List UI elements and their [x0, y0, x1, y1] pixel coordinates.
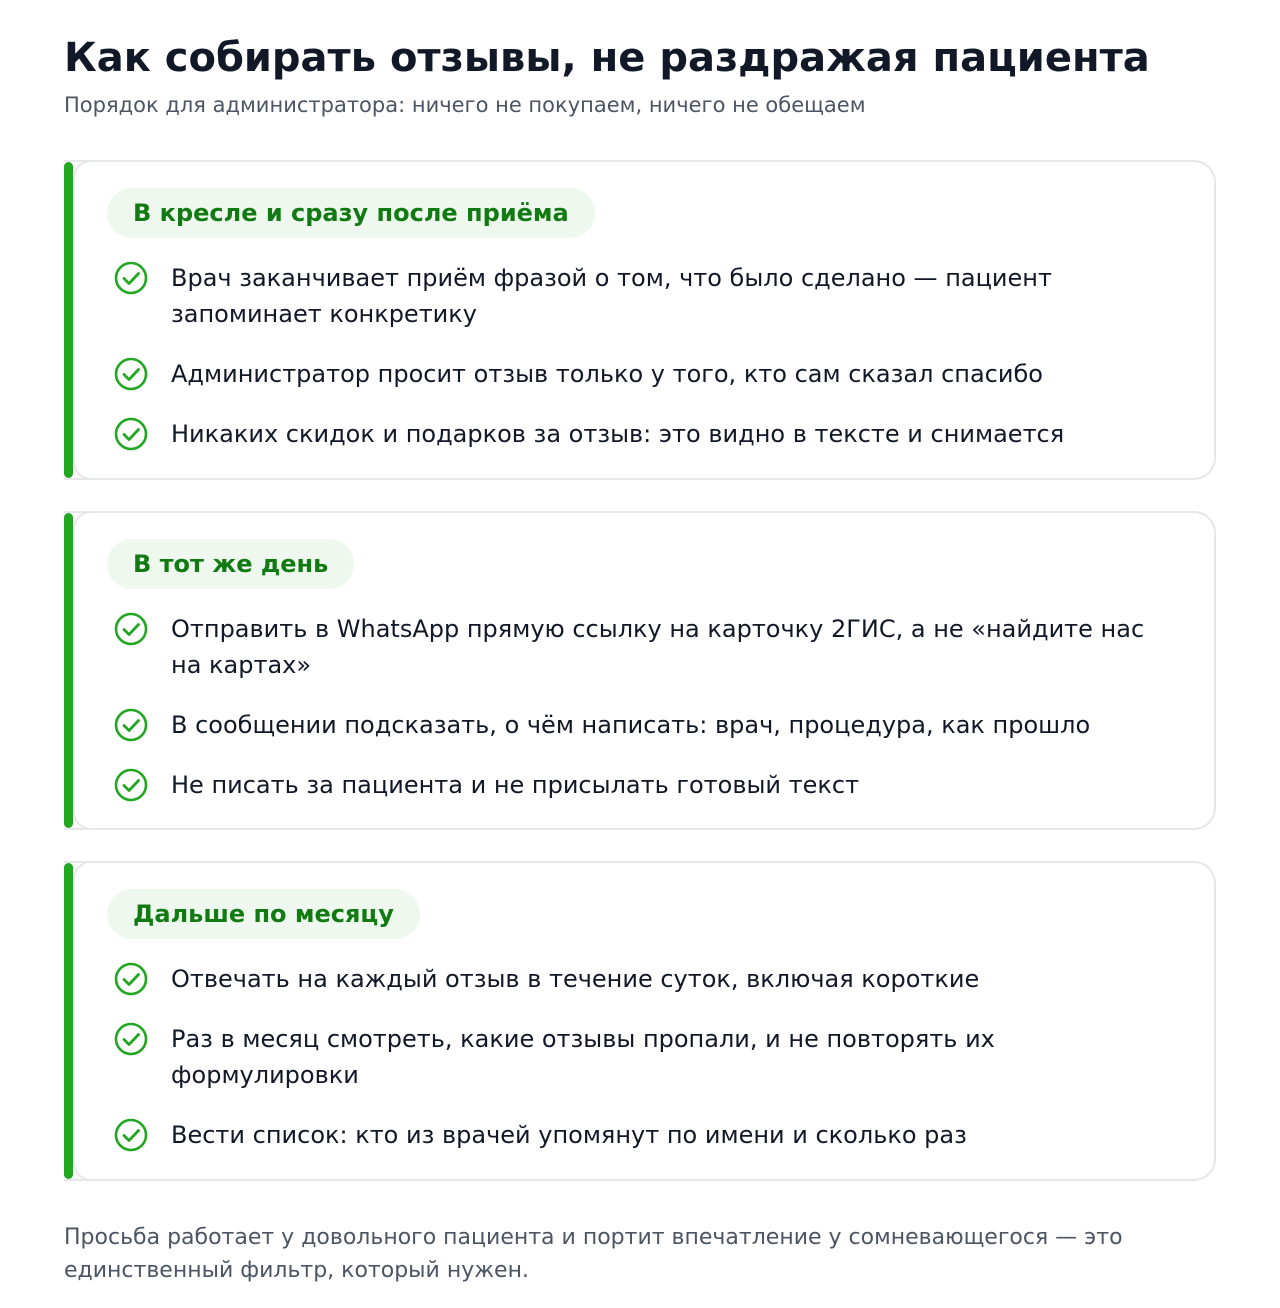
- check-circle-icon: [114, 612, 148, 646]
- checklist: [114, 961, 1174, 1177]
- check-circle-icon: [114, 417, 148, 451]
- check-circle-icon: [114, 1022, 148, 1056]
- checklist-item: [114, 961, 1174, 997]
- checklist-item-text: Никаких скидок и подарков за отзыв: это видно в тексте и снимается: [171, 420, 1065, 448]
- page-title: Как собирать отзывы, не раздражая пациента: [64, 35, 1150, 81]
- checklist-item-text: Раз в месяц смотреть, какие отзывы пропали, и не повторять их формулировки: [171, 1025, 995, 1089]
- page-subtitle: Порядок для администратора: ничего не покупаем, ничего не обещаем: [64, 93, 866, 117]
- section-accent-bar: [64, 863, 73, 1179]
- checklist-item-text: Отправить в WhatsApp прямую ссылку на карточку 2ГИС, а не «найдите нас на картах»: [171, 615, 1145, 679]
- checklist-item-text: Вести список: кто из врачей упомянут по имени и сколько раз: [171, 1121, 967, 1149]
- checklist: [114, 260, 1174, 476]
- footer-note: Просьба работает у довольного пациента и портит впечатление у сомневающегося — это единственный фильтр, который нужен.: [64, 1225, 1123, 1283]
- card-border: [73, 861, 93, 1181]
- checklist: [114, 611, 1174, 827]
- section-card-same-day: [64, 511, 1216, 830]
- checklist-item: [114, 767, 1174, 803]
- check-circle-icon: [114, 1118, 148, 1152]
- checklist-item-text: Не писать за пациента и не присылать готовый текст: [171, 771, 860, 799]
- card-border: [73, 511, 93, 830]
- checklist-item-text: Отвечать на каждый отзыв в течение суток, включая короткие: [171, 965, 980, 993]
- checklist-item: [114, 1021, 1174, 1093]
- check-circle-icon: [114, 261, 148, 295]
- check-circle-icon: [114, 768, 148, 802]
- section-accent-bar: [64, 162, 73, 478]
- checklist-item: [114, 1117, 1174, 1153]
- section-card-monthly: [64, 861, 1216, 1181]
- section-heading: В тот же день: [107, 539, 354, 589]
- check-circle-icon: [114, 357, 148, 391]
- section-heading: В кресле и сразу после приёма: [107, 188, 595, 238]
- section-accent-bar: [64, 513, 73, 828]
- checklist-item: [114, 356, 1174, 392]
- check-circle-icon: [114, 962, 148, 996]
- checklist-item: [114, 260, 1174, 332]
- checklist-item-text: В сообщении подсказать, о чём написать: врач, процедура, как прошло: [171, 711, 1091, 739]
- checklist-item-text: Администратор просит отзыв только у того, кто сам сказал спасибо: [171, 360, 1043, 388]
- card-border: [73, 160, 93, 480]
- check-circle-icon: [114, 708, 148, 742]
- section-heading: Дальше по месяцу: [107, 889, 420, 939]
- checklist-item: [114, 611, 1174, 683]
- section-card-in-chair: [64, 160, 1216, 480]
- checklist-item: [114, 707, 1174, 743]
- checklist-item: [114, 416, 1174, 452]
- checklist-item-text: Врач заканчивает приём фразой о том, что было сделано — пациент запоминает конкретику: [171, 264, 1052, 328]
